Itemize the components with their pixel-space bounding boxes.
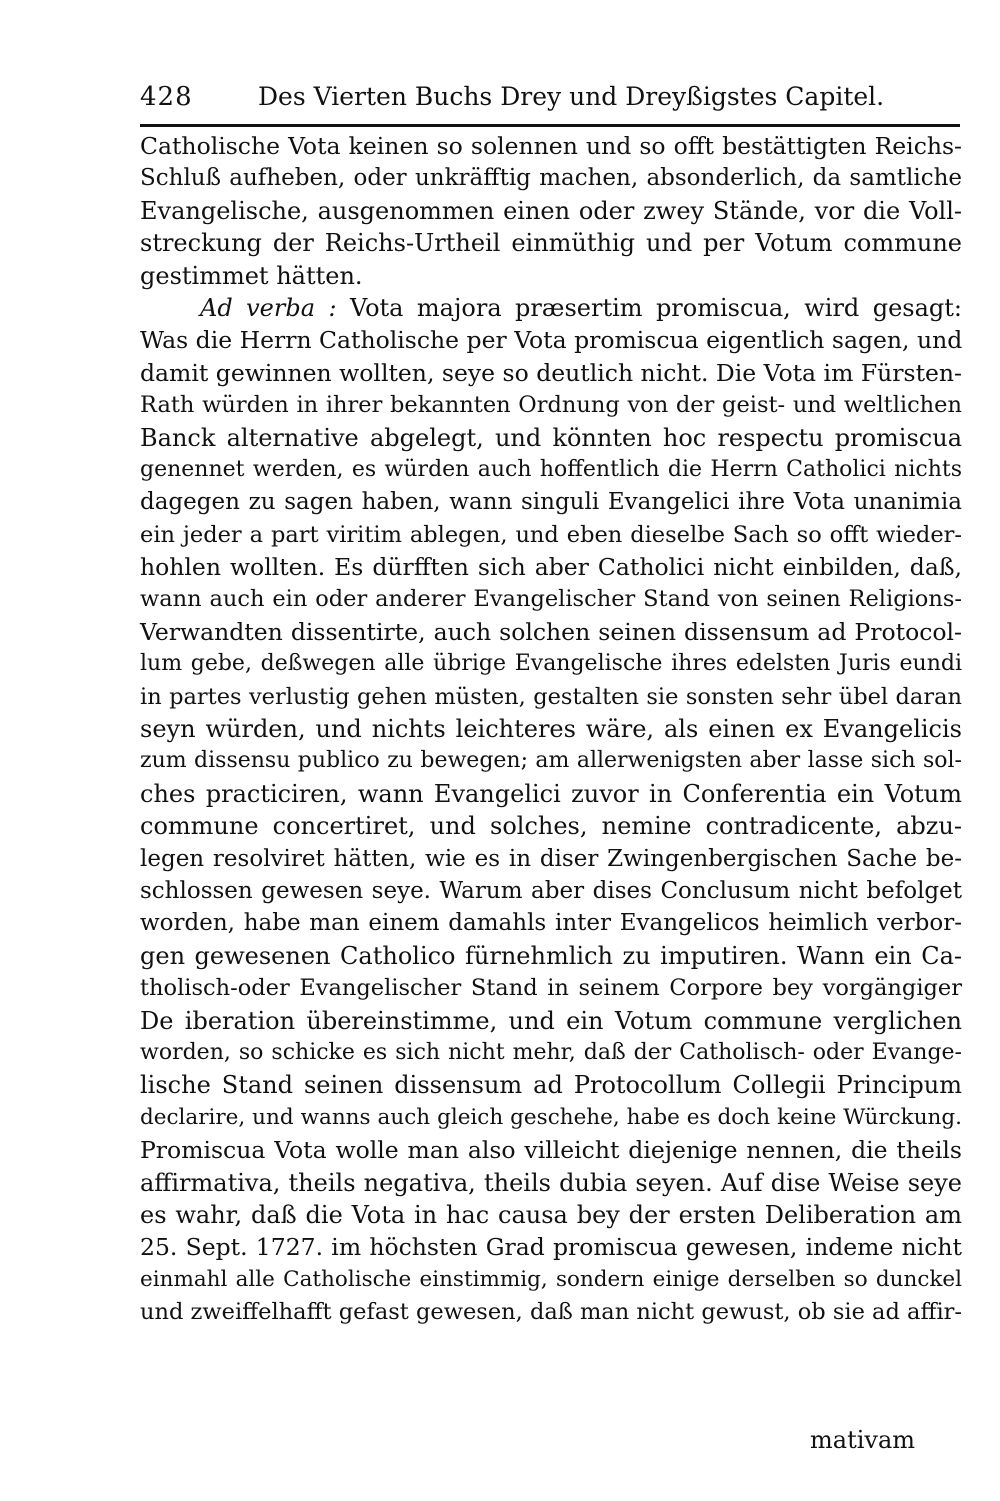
text-line: zum dissensu publico zu bewegen; am allerwenigsten aber lasse sich sol- (140, 748, 962, 774)
text-line: worden, so schicke es sich nicht mehr, daß der Catholisch- oder Evange- (140, 1039, 962, 1065)
header-rule (140, 124, 960, 127)
text-line: declarire, und wanns auch gleich geschehe, habe es doch keine Würckung. (140, 1104, 962, 1130)
text-line: es wahr, daß die Vota in hac causa bey der ersten Deliberation am (140, 1200, 962, 1229)
text-line: seyn würden, und nichts leichteres wäre, als einen ex Evangelicis (140, 715, 962, 744)
text-line: Catholische Vota keinen so solennen und so offt bestättigten Reichs- (140, 132, 962, 160)
text-line: Promiscua Vota wolle man also villeicht diejenige nennen, die theils (140, 1136, 962, 1165)
text-line: ein jeder a part viritim ablegen, und eben dieselbe Sach so offt wieder- (140, 521, 962, 548)
text-line: hohlen wollten. Es dürfften sich aber Catholici nicht einbilden, daß, (140, 553, 962, 582)
page-number: 428 (140, 82, 193, 112)
text-line: in partes verlustig gehen müsten, gestalten sie sonsten sehr übel daran (140, 683, 962, 710)
catchword: mativam (810, 1426, 916, 1454)
text-line: Was die Herrn Catholische per Vota promiscua eigentlich sagen, und (140, 326, 963, 355)
text-line: streckung der Reichs-Urtheil einmüthig und per Votum commune (140, 229, 962, 258)
text-line: De iberation übereinstimme, und ein Votum commune verglichen (140, 1006, 962, 1035)
text-line: schlossen gewesen seye. Warum aber dises Conclusum nicht befolget (140, 877, 962, 904)
text-line: damit gewinnen wollten, seye so deutlich nicht. Die Vota im Fürsten- (140, 358, 962, 387)
text-line: gen gewesenen Catholico fürnehmlich zu imputiren. Wann ein Ca- (140, 941, 962, 970)
text-line: legen resolviret hätten, wie es in diser Zwingenbergischen Sache be- (140, 845, 962, 872)
paragraph-first-line (140, 292, 962, 324)
text-line: Verwandten dissentirte, auch solchen seinen dissensum ad Protocol- (140, 617, 962, 646)
text-line: Schluß aufheben, oder unkräfftig machen, absonderlich, da samtliche (140, 165, 962, 192)
text-line: genennet werden, es würden auch hoffentlich die Herrn Catholici nichts (140, 456, 962, 482)
text-line: Evangelische, ausgenommen einen oder zwey Stände, vor die Voll- (140, 196, 962, 225)
text-line: Banck alternative abgelegt, und könnten hoc respectu promiscua (140, 423, 962, 452)
text-line-rest: Vota majora præsertim promiscua, wird gesagt: (349, 293, 962, 322)
running-head: Des Vierten Buchs Drey und Dreyßigstes Capitel. (258, 82, 885, 111)
lead-in: Ad verba : (200, 293, 337, 322)
text-line: commune concertiret, und solches, nemine contradicente, abzu- (140, 812, 962, 841)
page-header (140, 74, 960, 120)
text-line: worden, habe man einem damahls inter Evangelicos heimlich verbor- (140, 910, 962, 937)
text-line: Rath würden in ihrer bekannten Ordnung von der geist- und weltlichen (140, 392, 962, 419)
text-line: dagegen zu sagen haben, wann singuli Evangelici ihre Vota unanimia (140, 489, 962, 516)
text-line: gestimmet hätten. (140, 261, 363, 290)
text-line: und zweiffelhafft gefast gewesen, daß man nicht gewust, ob sie ad affir- (140, 1299, 962, 1326)
text-line: lum gebe, deßwegen alle übrige Evangelische ihres edelsten Juris eundi (140, 651, 962, 677)
text-line: 25. Sept. 1727. im höchsten Grad promiscua gewesen, indeme nicht (140, 1233, 962, 1262)
text-line: ches practiciren, wann Evangelici zuvor in Conferentia ein Votum (140, 779, 962, 808)
text-line: tholisch-oder Evangelischer Stand in seinem Corpore bey vorgängiger (140, 975, 962, 1002)
text-line: einmahl alle Catholische einstimmig, sondern einige derselben so dunckel (140, 1266, 962, 1292)
text-line: affirmativa, theils negativa, theils dubia seyen. Auf dise Weise seye (140, 1168, 962, 1197)
body-text (140, 130, 962, 1328)
text-line: wann auch ein oder anderer Evangelischer Stand von seinen Religions- (140, 586, 962, 613)
text-line: lische Stand seinen dissensum ad Protocollum Collegii Principum (140, 1071, 962, 1100)
